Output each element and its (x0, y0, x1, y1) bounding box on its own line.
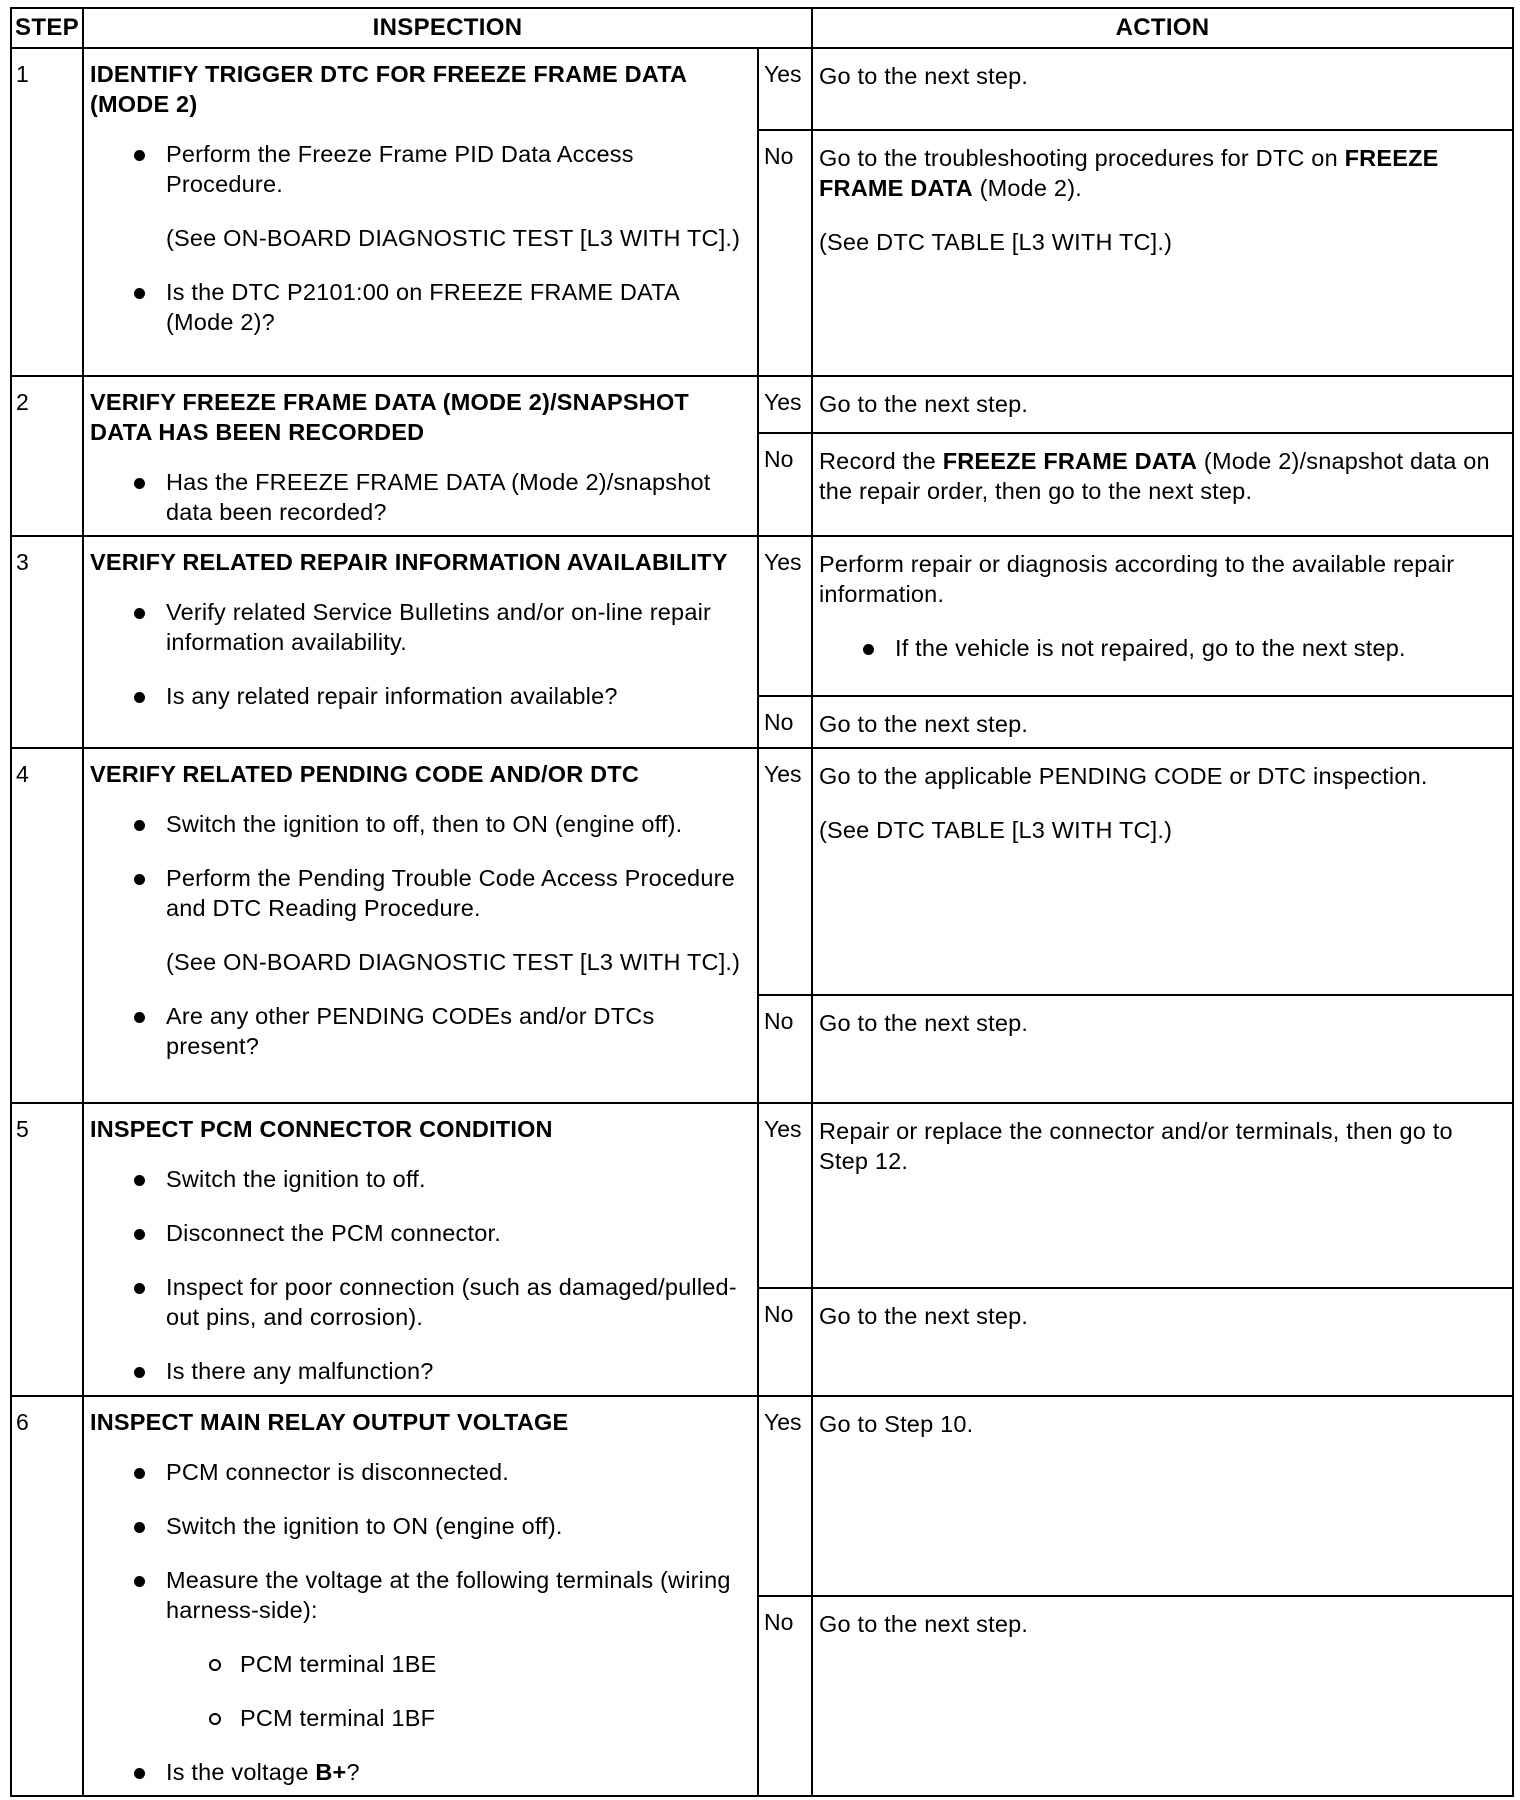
yes-action: Repair or replace the connector and/or terminals, then go to Step 12. (812, 1103, 1513, 1288)
no-label: No (758, 130, 812, 376)
yes-label: Yes (758, 376, 812, 433)
step-title: INSPECT PCM CONNECTOR CONDITION (90, 1116, 553, 1142)
bullet-dot-icon (134, 1576, 145, 1587)
circle-bullet-icon (209, 1713, 221, 1725)
step-number: 2 (11, 376, 83, 536)
step-3-inspection (83, 536, 758, 748)
bullet-item: Is the DTC P2101:00 on FREEZE FRAME DATA (Mode 2)? (90, 277, 749, 337)
bullet-item: Switch the ignition to ON (engine off). (90, 1511, 749, 1541)
step-5-row-yes (11, 1103, 1513, 1288)
reference-text: (See ON-BOARD DIAGNOSTIC TEST [L3 WITH TC].) (166, 225, 741, 251)
step-title: INSPECT MAIN RELAY OUTPUT VOLTAGE (90, 1409, 569, 1435)
bullet-item: Switch the ignition to off. (90, 1164, 749, 1194)
step-3-row-yes (11, 536, 1513, 696)
no-action: Go to the next step. (812, 1596, 1513, 1796)
bullet-item: Measure the voltage at the following terminals (wiring harness-side): PCM terminal 1BE PCM terminal 1BF (90, 1565, 749, 1733)
bullet-list (90, 1457, 749, 1787)
step-number: 6 (11, 1396, 83, 1796)
step-6-inspection (83, 1396, 758, 1796)
yes-label: Yes (758, 1396, 812, 1596)
no-label: No (758, 433, 812, 536)
bullet-item: Switch the ignition to off, then to ON (engine off). (90, 809, 749, 839)
header-action: ACTION (812, 8, 1513, 48)
step-1-inspection (83, 48, 758, 376)
bullet-list (90, 467, 749, 527)
bullet-dot-icon (134, 150, 145, 161)
bullet-dot-icon (134, 874, 145, 885)
bullet-dot-icon (134, 608, 145, 619)
bullet-item: Verify related Service Bulletins and/or on-line repair information availability. (90, 597, 749, 657)
reference-text: (See DTC TABLE [L3 WITH TC].) (819, 229, 1173, 255)
no-action: Go to the next step. (812, 1288, 1513, 1396)
terminal-item: PCM terminal 1BF (166, 1703, 749, 1733)
bullet-item: Are any other PENDING CODEs and/or DTCs present? (90, 1001, 749, 1061)
yes-action: Go to Step 10. (812, 1396, 1513, 1596)
bullet-list (90, 597, 749, 711)
step-4-row-yes (11, 748, 1513, 995)
bullet-item: Is any related repair information available? (90, 681, 749, 711)
bullet-dot-icon (863, 644, 874, 655)
bullet-dot-icon (134, 288, 145, 299)
step-number: 4 (11, 748, 83, 1103)
yes-action: Perform repair or diagnosis according to the available repair information. If the vehicle is not repaired, go to the next step. (812, 536, 1513, 696)
no-action: Record the FREEZE FRAME DATA (Mode 2)/snapshot data on the repair order, then go to the next step. (812, 433, 1513, 536)
yes-label: Yes (758, 1103, 812, 1288)
no-action: Go to the next step. (812, 696, 1513, 748)
bullet-dot-icon (134, 1768, 145, 1779)
bullet-dot-icon (134, 820, 145, 831)
bullet-dot-icon (134, 1522, 145, 1533)
yes-label: Yes (758, 748, 812, 995)
bullet-list (90, 809, 749, 1061)
no-label: No (758, 1288, 812, 1396)
step-number: 1 (11, 48, 83, 376)
step-2-inspection (83, 376, 758, 536)
yes-action: Go to the next step. (812, 376, 1513, 433)
step-2-row-yes (11, 376, 1513, 433)
bullet-item: Perform the Pending Trouble Code Access Procedure and DTC Reading Procedure. (See ON-BOARD DIAGNOSTIC TEST [L3 WITH TC].) (90, 863, 749, 977)
yes-action: Go to the next step. (812, 48, 1513, 130)
header-inspection: INSPECTION (83, 8, 812, 48)
bullet-dot-icon (134, 1283, 145, 1294)
step-title: VERIFY RELATED PENDING CODE AND/OR DTC (90, 761, 640, 787)
step-4-inspection (83, 748, 758, 1103)
terminal-item: PCM terminal 1BE (166, 1649, 749, 1679)
header-row (11, 8, 1513, 48)
no-label: No (758, 995, 812, 1103)
header-step: STEP (11, 8, 83, 48)
yes-label: Yes (758, 48, 812, 130)
bullet-item: Is there any malfunction? (90, 1356, 749, 1386)
step-6-row-yes (11, 1396, 1513, 1596)
inspection-table (10, 7, 1514, 1797)
circle-bullet-icon (209, 1659, 221, 1671)
step-1-row-yes (11, 48, 1513, 130)
no-label: No (758, 696, 812, 748)
bullet-dot-icon (134, 1367, 145, 1378)
step-5-inspection (83, 1103, 758, 1396)
reference-text: (See ON-BOARD DIAGNOSTIC TEST [L3 WITH TC].) (166, 949, 741, 975)
no-action: Go to the next step. (812, 995, 1513, 1103)
bullet-dot-icon (134, 1229, 145, 1240)
yes-action: Go to the applicable PENDING CODE or DTC inspection. (See DTC TABLE [L3 WITH TC].) (812, 748, 1513, 995)
step-title: VERIFY RELATED REPAIR INFORMATION AVAILABILITY (90, 549, 728, 575)
no-label: No (758, 1596, 812, 1796)
bullet-dot-icon (134, 692, 145, 703)
bullet-dot-icon (134, 1175, 145, 1186)
bullet-item: Perform the Freeze Frame PID Data Access Procedure. (See ON-BOARD DIAGNOSTIC TEST [L3 WITH TC].) (90, 139, 749, 253)
bullet-dot-icon (134, 1468, 145, 1479)
step-number: 3 (11, 536, 83, 748)
reference-text: (See DTC TABLE [L3 WITH TC].) (819, 817, 1173, 843)
bullet-item: PCM connector is disconnected. (90, 1457, 749, 1487)
bullet-list (90, 139, 749, 337)
yes-label: Yes (758, 536, 812, 696)
bullet-list (90, 1164, 749, 1386)
bullet-item: Inspect for poor connection (such as damaged/pulled-out pins, and corrosion). (90, 1272, 749, 1332)
action-bullet: If the vehicle is not repaired, go to the next step. (819, 633, 1502, 663)
bullet-dot-icon (134, 1012, 145, 1023)
no-action: Go to the troubleshooting procedures for DTC on FREEZE FRAME DATA (Mode 2). (See DTC TABLE [L3 WITH TC].) (812, 130, 1513, 376)
terminal-list (166, 1649, 749, 1733)
bullet-item: Has the FREEZE FRAME DATA (Mode 2)/snapshot data been recorded? (90, 467, 749, 527)
bullet-dot-icon (134, 478, 145, 489)
bullet-item: Disconnect the PCM connector. (90, 1218, 749, 1248)
step-title: IDENTIFY TRIGGER DTC FOR FREEZE FRAME DATA (MODE 2) (90, 61, 687, 117)
bullet-item: Is the voltage B+? (90, 1757, 749, 1787)
step-title: VERIFY FREEZE FRAME DATA (MODE 2)/SNAPSHOT DATA HAS BEEN RECORDED (90, 389, 689, 445)
step-number: 5 (11, 1103, 83, 1396)
